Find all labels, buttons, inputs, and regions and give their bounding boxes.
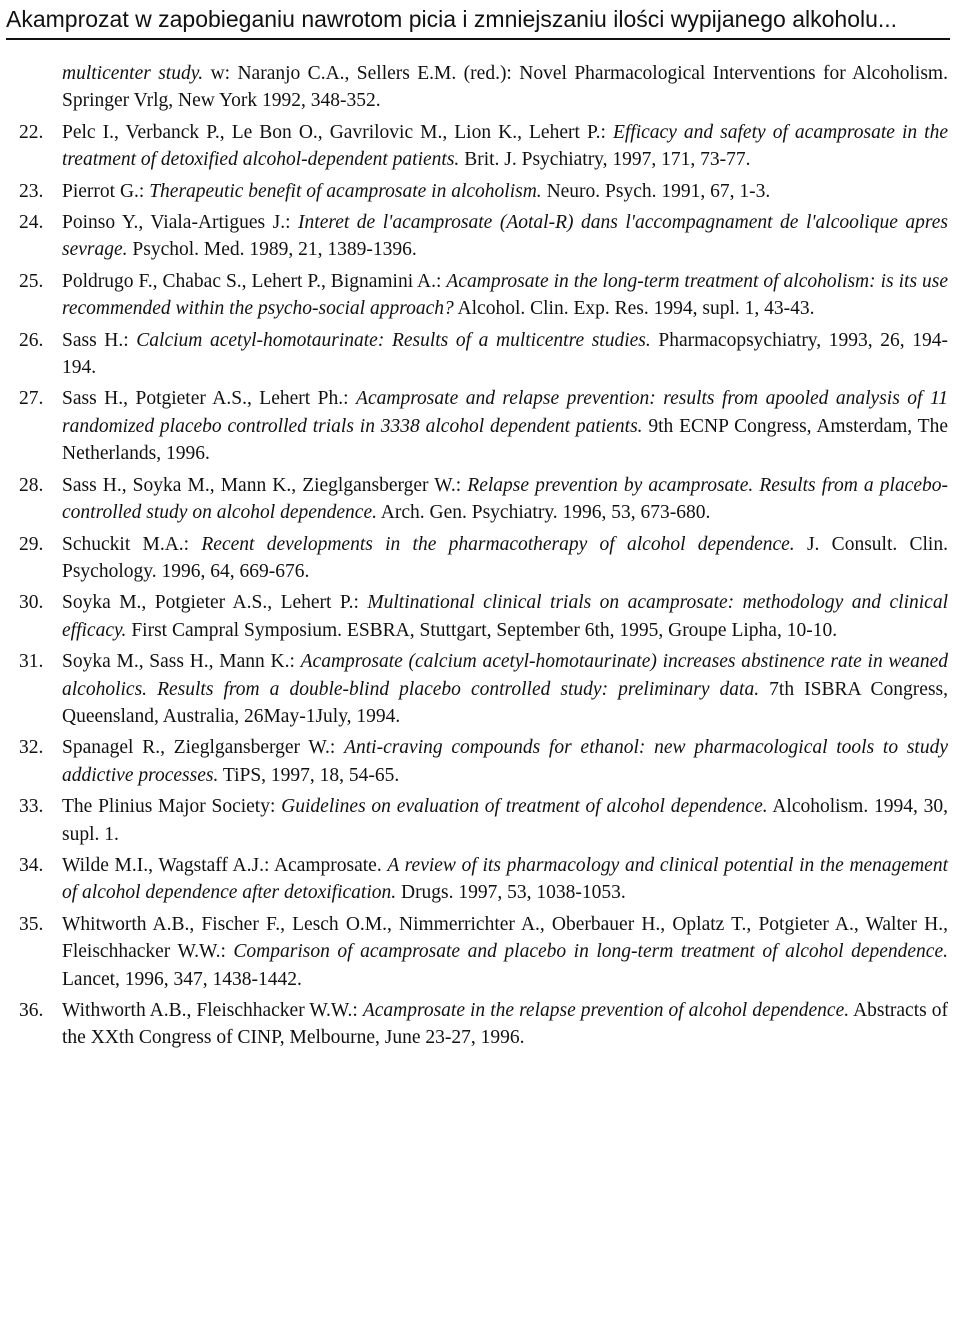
reference-number: 25. [19, 270, 44, 292]
reference-text: w: Naranjo C.A., Sellers E.M. (red.): Novel Pharmacological Interventions for Alcoholism. Springer Vrlg, New York 1992, 348-352. [62, 63, 948, 112]
reference-text: J. Consult. Clin. Psychology. 1996, 64, 669-676. [62, 533, 948, 582]
reference-item [0, 60, 960, 115]
reference-number: 24. [19, 212, 44, 234]
reference-text: TiPS, 1997, 18, 54-65. [218, 764, 400, 786]
reference-title: Efficacy and safety of acamprosate in the treatment of detoxified alcohol-dependent patients. [62, 121, 948, 171]
reference-item [0, 648, 960, 730]
reference-number: 26. [19, 329, 44, 351]
reference-item [0, 997, 960, 1052]
reference-item [0, 209, 960, 264]
reference-text: Schuckit M.A.: [62, 533, 202, 555]
reference-title: Acamprosate and relapse prevention: results from apooled analysis of 11 randomized placebo controlled trials in 3338 alcohol dependent patients. [62, 388, 948, 437]
reference-number: 27. [19, 388, 44, 410]
reference-text: Sass H.: [62, 329, 137, 351]
reference-title: Recent developments in the pharmacotherapy of alcohol dependence. [201, 533, 795, 555]
reference-text: Pelc I., Verbanck P., Le Bon O., Gavrilovic M., Lion K., Lehert P.: [62, 121, 613, 143]
reference-number: 33. [19, 796, 44, 818]
reference-item [0, 472, 960, 527]
reference-title: Relapse prevention by acamprosate. Results from a placebo-controlled study on alcohol dependence. [62, 474, 948, 524]
reference-number: 32. [19, 737, 44, 759]
reference-item [0, 531, 960, 586]
reference-title: Acamprosate in the long-term treatment of alcoholism: is its use recommended within the psycho-social approach? [62, 270, 949, 320]
reference-item [0, 793, 960, 848]
reference-item [0, 852, 960, 907]
reference-text: Neuro. Psych. 1991, 67, 1-3. [541, 180, 771, 202]
reference-text: Pharmacopsychiatry, 1993, 26, 194-194. [62, 329, 948, 379]
reference-number: 36. [19, 1000, 44, 1021]
reference-text: Alcoholism. 1994, 30, supl. 1. [62, 796, 948, 845]
reference-number: 34. [19, 854, 44, 876]
reference-text: Arch. Gen. Psychiatry. 1996, 53, 673-680. [376, 502, 711, 524]
reference-text: Soyka M., Sass H., Mann K.: [62, 651, 301, 673]
reference-item [0, 589, 960, 644]
reference-text: Psychol. Med. 1989, 21, 1389-1396. [127, 239, 417, 261]
reference-text: Whitworth A.B., Fischer F., Lesch O.M., Nimmerrichter A., Oberbauer H., Oplatz T., Potgieter A., Walter H., Fleischhacker W.W.: [62, 913, 948, 963]
reference-text: Withworth A.B., Fleischhacker W.W.: [62, 1000, 363, 1021]
reference-number: 35. [19, 913, 44, 935]
reference-text: Lancet, 1996, 347, 1438-1442. [62, 968, 302, 990]
reference-text: Alcohol. Clin. Exp. Res. 1994, supl. 1, 43-43. [453, 298, 815, 320]
reference-list [0, 60, 960, 1056]
running-header: Akamprozat w zapobieganiu nawrotom picia i zmniejszaniu ilości wypijanego alkoholu... [6, 4, 950, 40]
reference-item [0, 911, 960, 993]
reference-title: Acamprosate (calcium acetyl-homotaurinate) increases abstinence rate in weaned alcoholics. Results from a double-blind placebo controlled study: preliminary data. [62, 651, 948, 700]
reference-text: Poldrugo F., Chabac S., Lehert P., Bignamini A.: [62, 270, 447, 292]
reference-text: Sass H., Potgieter A.S., Lehert Ph.: [62, 388, 357, 410]
reference-text: Soyka M., Potgieter A.S., Lehert P.: [62, 592, 368, 614]
reference-title: Guidelines on evaluation of treatment of alcohol dependence. [281, 796, 768, 818]
reference-text: Drugs. 1997, 53, 1038-1053. [396, 882, 626, 904]
reference-item [0, 734, 960, 789]
reference-title: multicenter study. [62, 63, 204, 84]
reference-text: Pierrot G.: [62, 180, 150, 202]
reference-title: Therapeutic benefit of acamprosate in alcoholism. [149, 180, 542, 202]
reference-text: Brit. J. Psychiatry, 1997, 171, 73-77. [459, 149, 751, 171]
reference-text: Sass H., Soyka M., Mann K., Zieglgansberger W.: [62, 474, 468, 496]
reference-text: Wilde M.I., Wagstaff A.J.: Acamprosate. [62, 854, 388, 876]
reference-text: 9th ECNP Congress, Amsterdam, The Netherlands, 1996. [62, 415, 948, 465]
reference-title: Interet de l'acamprosate (Aotal-R) dans l'accompagnament de l'alcoolique apres sevrage. [62, 212, 948, 261]
reference-title: Anti-craving compounds for ethanol: new pharmacological tools to study addictive processes. [62, 737, 948, 786]
reference-number: 29. [19, 533, 44, 555]
reference-title: Acamprosate in the relapse prevention of alcohol dependence. [362, 1000, 850, 1021]
reference-number: 30. [19, 592, 44, 614]
reference-text: Abstracts of the XXth Congress of CINP, Melbourne, June 23-27, 1996. [62, 1000, 948, 1049]
reference-number: 23. [19, 180, 44, 202]
reference-item [0, 268, 960, 323]
reference-title: Comparison of acamprosate and placebo in long-term treatment of alcohol dependence. [233, 941, 948, 963]
reference-text: The Plinius Major Society: [62, 796, 282, 818]
reference-item [0, 119, 960, 174]
reference-item [0, 327, 960, 382]
reference-item [0, 385, 960, 467]
reference-text: Poinso Y., Viala-Artigues J.: [62, 212, 299, 234]
reference-text: 7th ISBRA Congress, Queensland, Australia, 26May-1July, 1994. [62, 678, 948, 727]
reference-number: 28. [19, 474, 44, 496]
reference-number: 31. [19, 651, 44, 673]
reference-title: A review of its pharmacology and clinical potential in the menagement of alcohol dependence after detoxification. [62, 854, 948, 904]
reference-title: Multinational clinical trials on acamprosate: methodology and clinical efficacy. [62, 592, 949, 641]
reference-text: Spanagel R., Zieglgansberger W.: [62, 737, 345, 759]
reference-number: 22. [19, 121, 44, 143]
reference-item [0, 178, 960, 205]
reference-title: Calcium acetyl-homotaurinate: Results of a multicentre studies. [136, 329, 651, 351]
reference-text: First Campral Symposium. ESBRA, Stuttgart, September 6th, 1995, Groupe Lipha, 10-10. [126, 619, 838, 641]
